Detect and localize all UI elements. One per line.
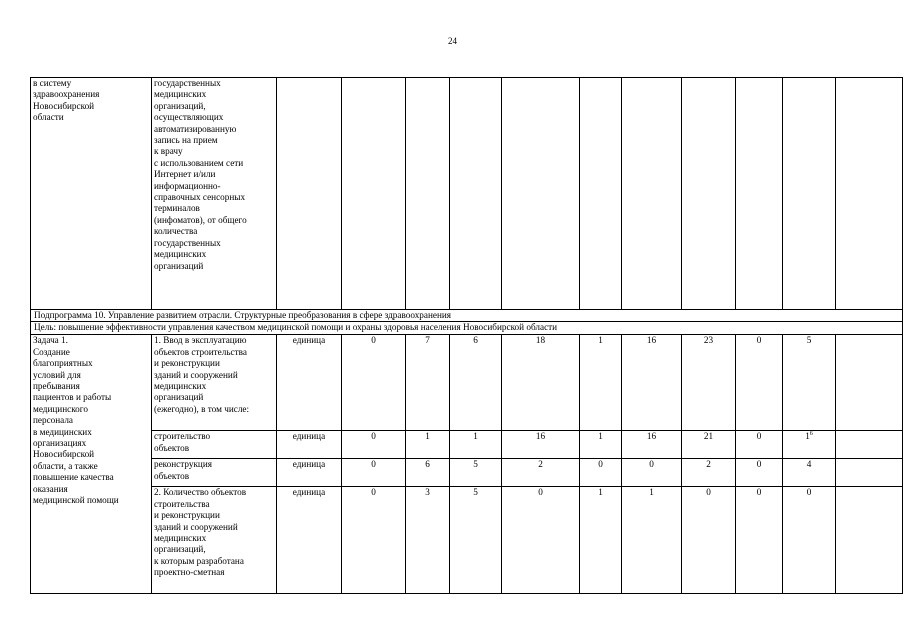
indicator-cell: строительство объектов [152,431,277,459]
value-cell: 0 [342,487,406,594]
value-cell: 6 [406,459,450,487]
value-text: 1 [805,431,810,442]
value-cell: 6 [450,335,502,431]
value-cell: 0 [342,335,406,431]
table-row [31,431,903,459]
value-cell: 2 [502,459,580,487]
value-cell [682,78,736,310]
value-cell: 0 [502,487,580,594]
value-cell [580,78,622,310]
value-cell: 0 [682,487,736,594]
value-cell [736,78,783,310]
value-cell [502,78,580,310]
value-cell: 1 [450,431,502,459]
value-cell: 21 [682,431,736,459]
note-cell [836,78,903,310]
value-cell: 0 [736,431,783,459]
subprogram-row [31,310,903,322]
table-row [31,459,903,487]
unit-cell: единица [277,431,342,459]
value-cell: 0 [342,431,406,459]
value-cell: 5 [450,459,502,487]
value-cell: 7 [406,335,450,431]
task-cell: Задача 1. Создание благоприятных условий для пребывания пациентов и работы медицинского персонала в медицинских организациях Новосибирской области, а также повышение качества оказания медицинской помощи [31,335,152,594]
value-cell: 0 [580,459,622,487]
value-cell: 0 [736,335,783,431]
note-cell [836,487,903,594]
value-cell: 16 [622,431,682,459]
value-cell: 2 [682,459,736,487]
indicator-cell: 2. Количество объектов строительства и реконструкции зданий и сооружений медицинских организаций, к которым разработана проектно-сметная [152,487,277,594]
value-cell: 1 [580,431,622,459]
note-cell [836,459,903,487]
table-row [31,487,903,594]
table-row [31,78,903,310]
value-cell [622,78,682,310]
indicator-cell: реконструкция объектов [152,459,277,487]
value-cell: 5 [450,487,502,594]
unit-cell: единица [277,487,342,594]
value-cell: 0 [342,459,406,487]
value-cell [450,78,502,310]
unit-cell [277,78,342,310]
value-cell [783,78,836,310]
value-cell: 0 [736,487,783,594]
aim-row [31,322,903,335]
value-cell: 0 [736,459,783,487]
unit-cell: единица [277,335,342,431]
value-cell: 16 [502,431,580,459]
value-cell: 5 [783,335,836,431]
value-cell: 0 [622,459,682,487]
page-number: 24 [448,36,457,46]
value-cell: 1 [580,335,622,431]
unit-cell: единица [277,459,342,487]
value-cell: 3 [406,487,450,594]
value-cell: 18 [502,335,580,431]
value-cell: 23 [682,335,736,431]
value-cell: 1 [622,487,682,594]
table-row [31,335,903,431]
value-cell [783,431,836,459]
subprogram-title: Подпрограмма 10. Управление развитием отрасли. Структурные преобразования в сфере здравоохранения [31,310,903,322]
note-cell [836,335,903,431]
footnote-mark: 6 [809,431,813,438]
value-cell: 16 [622,335,682,431]
value-cell: 0 [783,487,836,594]
value-cell: 4 [783,459,836,487]
value-cell [406,78,450,310]
indicator-cell: 1. Ввод в эксплуатацию объектов строительства и реконструкции зданий и сооружений медицинских организаций (ежегодно), в том числе: [152,335,277,431]
aim-title: Цель: повышение эффективности управления качеством медицинской помощи и охраны здоровья населения Новосибирской области [31,322,903,335]
value-cell [342,78,406,310]
note-cell [836,431,903,459]
indicator-cell: государственных медицинских организаций, осуществляющих автоматизированную запись на прием к врачу с использованием сети Интернет и/или информационно- справочных сенсорных терминалов (инфоматов), от общего количества государственных медицинских организаций [152,78,277,310]
goal-cell: в систему здравоохранения Новосибирской области [31,78,152,310]
value-cell: 1 [580,487,622,594]
indicators-table [30,77,903,594]
value-cell: 1 [406,431,450,459]
